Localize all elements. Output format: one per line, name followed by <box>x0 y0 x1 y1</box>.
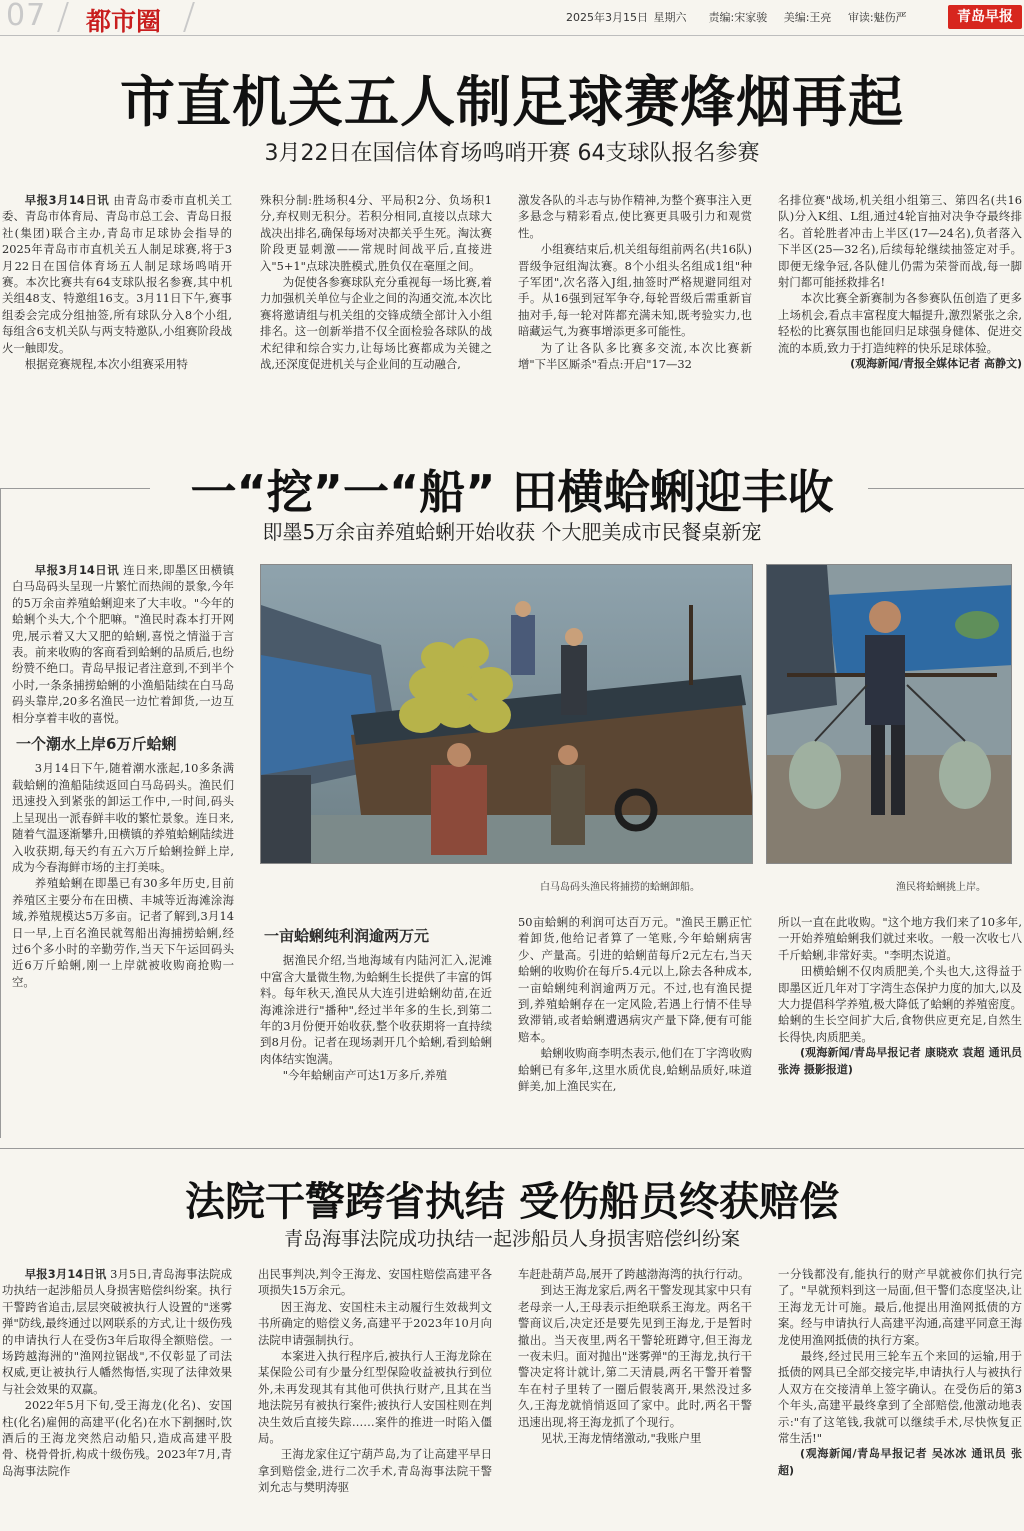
article1-column-4 <box>778 192 1022 424</box>
paragraph: 养殖蛤蜊在即墨已有30多年历史,目前养殖区主要分布在田横、丰城等近海滩涂海域,养殖规模达5万多亩。记者了解到,3月14日一早,上百名渔民就驾船出海捕捞蛤蜊,经过6个多小时的辛勤劳作,当天下午运回码头近6万斤蛤蜊,刚一上岸就被收购商抢购一空。 <box>12 876 234 989</box>
section-rule <box>0 1148 1024 1149</box>
dateline: 早报3月14日讯 <box>24 193 110 207</box>
header-divider <box>57 2 69 32</box>
paragraph: 田横蛤蜊不仅肉质肥美,个头也大,这得益于即墨区近几年对丁字湾生态保护力度的加大,以及大力提倡科学养殖,极大降低了蛤蜊的养殖密度。蛤蜊的生长空间扩大后,食物供应更充足,自然生长得快,肉质肥美。 <box>778 964 1022 1044</box>
page-number: 07 <box>6 0 47 33</box>
paragraph: 本次比赛全新赛制为各参赛队伍创造了更多上场机会,看点丰富程度大幅提升,激烈紧张之余,轻松的比赛氛围也能回归足球强身健体、促进交流的本质,致力于打造纯粹的快乐足球体验。 <box>778 291 1022 355</box>
byline: (观海新闻/青岛早报记者 吴冰冰 通讯员 张超) <box>778 1447 1022 1477</box>
article3-column-2 <box>258 1266 492 1528</box>
paragraph: 见状,王海龙情绪激动,"我账户里 <box>540 1431 702 1446</box>
paragraph: 王海龙家住辽宁葫芦岛,为了让高建平早日拿到赔偿金,进行二次手术,青岛海事法院干警刘允志与樊明涛驱 <box>258 1447 492 1495</box>
paragraph: 连日来,即墨区田横镇白马岛码头呈现一片繁忙而热闹的景象,今年的5万余亩养殖蛤蜊迎来了大丰收。"今年的蛤蜊个头大,个个肥嘛。"渔民时森本打开网兜,展示着又大又肥的蛤蜊,喜悦之情溢于言表。前来收购的客商看到蛤蜊的品质后,也纷纷赞不绝口。青岛早报记者注意到,不到半个小时,一条条捕捞蛤蜊的小渔船陆续在白马岛码头靠岸,20多名渔民一边忙着卸货,一边互相分享着丰收的喜悦。 <box>12 563 234 725</box>
dateline: 早报3月14日讯 <box>24 1267 107 1281</box>
section-rule <box>0 488 1 1138</box>
paragraph: 3月5日,青岛海事法院成功执结一起涉船员人身损害赔偿纠纷案。执行干警跨省追击,层层突破被执行人设置的"迷雾弹"防线,最终通过以网联系的方式,让十级伤残的申请执行人在受伤3年后取得全额赔偿。一场跨越海洲的"渔网拉锯战",不仅彰显了司法权威,更让被执行人幡然悔悟,实现了法律效果与社会效果的双赢。 <box>2 1267 232 1396</box>
photo1-caption: 白马岛码头渔民将捕捞的蛤蜊卸船。 <box>540 882 700 893</box>
paragraph: 为了让各队多比赛多交流,本次比赛新增"下半区厮杀"看点:开启"17—32 <box>518 340 752 372</box>
article1-column-2 <box>260 192 492 422</box>
article2-column-2 <box>260 914 492 1128</box>
paragraph: 2022年5月下旬,受王海龙(化名)、安国柱(化名)雇佣的高建平(化名)在水下割捆时,饮酒后的王海龙突然启动船只,造成高建平股骨、桡骨骨折,构成十级伤残。2023年7月,青岛海事法院作 <box>2 1398 232 1478</box>
paragraph: 名排位赛"战场,机关组小组第三、第四名(共16队)分入K组、L组,通过4轮盲抽对决争夺最终排名。首轮胜者冲击上半区(17—24名),负者落入下半区(25—32名),后续每轮继续抽签定对手。即便无缘争冠,各队健儿仍需为荣誉而战,每一脚射门都可能拯救排名! <box>778 193 1022 290</box>
paragraph: 因王海龙、安国柱未主动履行生效裁判文书所确定的赔偿义务,高建平于2023年10月向法院申请强制执行。 <box>258 1299 492 1347</box>
paragraph: 车赶赴葫芦岛,展开了跨越渤海湾的执行行动。 <box>518 1267 750 1281</box>
article2-headline: 一“挖”一“船” 田横蛤蜊迎丰收 <box>190 465 834 519</box>
byline: (观海新闻/青岛早报记者 康晓欢 袁超 通讯员 张涛 摄影报道) <box>778 1046 1022 1076</box>
section-name: 都市圈 <box>86 7 162 36</box>
page-header <box>0 0 1024 36</box>
section-subhead: 一个潮水上岸6万斤蛤蜊 <box>16 735 177 754</box>
article3-subheadline: 青岛海事法院成功执结一起涉船员人身损害赔偿纠纷案 <box>283 1228 740 1250</box>
photo-fishermen-unloading <box>260 564 753 864</box>
newspaper-logo: 青岛早报 <box>948 5 1022 29</box>
paragraph: 最终,经过民用三轮车五个来回的运输,用于抵债的网具已全部交接完毕,申请执行人与被执行人双方在交接清单上签字确认。在受伤后的第3个年头,高建平最终拿到了全部赔偿,他激动地表示:"有了这笔钱,我就可以继续手术,尽快恢复正常生活!" <box>778 1349 1022 1446</box>
paragraph: 为促使各参赛球队充分重视每一场比赛,着力加强机关单位与企业之间的沟通交流,本次比赛将邀请组与机关组的交锋成绩全部计入小组排名。这一创新举措不仅全面检验各球队的战术纪律和综合实力,让每场比赛都成为关键之战,还深度促进机关与企业间的互动融合, <box>260 275 492 372</box>
byline: (观海新闻/青报全媒体记者 高静文) <box>850 357 1022 371</box>
paragraph: 50亩蛤蜊的利润可达百万元。"渔民王鹏正忙着卸货,他给记者算了一笔账,今年蛤蜊病害少、产量高。引进的蛤蜊苗每斤2元左右,当天蛤蜊的收购价在每斤5.4元以上,除去各种成本,一亩蛤蜊纯利润逾两万元。不过,也有渔民提到,养殖蛤蜊存在一定风险,若遇上行情不佳导致滞销,或者蛤蜊遭遇病灾产量下降,便有可能赔本。 <box>518 915 752 1044</box>
section-subhead: 一亩蛤蜊纯利润逾两万元 <box>264 927 430 945</box>
paragraph: 所以一直在此收购。"这个地方我们来了10多年,一开始养殖蛤蜊我们就过来收。一般一次收七八千斤蛤蜊,非常好卖。"李明杰说道。 <box>778 915 1022 962</box>
header-meta <box>566 9 907 25</box>
article2-subheadline: 即墨5万余亩养殖蛤蜊开始收获 个大肥美成市民餐桌新宠 <box>262 520 762 544</box>
article3-column-4 <box>778 1266 1022 1528</box>
designer-credit: 美编:王亮 <box>783 11 832 24</box>
dateline: 早报3月14日讯 <box>34 563 120 577</box>
photo-fisherman-carrying <box>766 564 1012 864</box>
article2-column-3 <box>518 914 752 1128</box>
paragraph: 小组赛结束后,机关组每组前两名(共16队)晋级争冠组淘汰赛。8个小组头名组成1组"种子军团",次名落入J组,抽签时严格规避同组对手。从16强到冠军争夺,每轮晋级后需重新盲抽对手,每一轮对阵都充满未知,既考验实力,也暗藏运气,为赛事增添更多可能性。 <box>518 242 752 339</box>
article3-column-3 <box>518 1266 752 1528</box>
paragraph: 激发各队的斗志与协作精神,为整个赛事注入更多悬念与精彩看点,使比赛更具吸引力和观赏性。 <box>518 193 752 240</box>
issue-date: 2025年3月15日 星期六 <box>566 11 687 24</box>
paragraph: 出民事判决,判令王海龙、安国柱赔偿高建平各项损失15万余元。 <box>258 1267 492 1298</box>
paragraph: 本案进入执行程序后,被执行人王海龙除在某保险公司有少量分红型保险收益被执行到位外,未再发现其有其他可供执行财产,且其在当地法院另有被执行案件;被执行人安国柱则在判决生效后直接失踪……案件的推进一时陷入僵局。 <box>258 1349 492 1446</box>
article2-column-4 <box>778 914 1022 1128</box>
photo2-caption: 渔民将蛤蜊挑上岸。 <box>896 882 986 893</box>
paragraph: 由青岛市委市直机关工委、青岛市体育局、青岛市总工会、青岛日报社(集团)联合主办,青岛市足球协会指导的2025年青岛市市直机关五人制足球赛,将于3月22日在国信体育场五人制足球场鸣哨开赛。本次比赛共有64支球队报名参赛,其中机关组48支、特邀组16支。3月11日下午,赛事组委会完成分组抽签,所有球队分入8个小组,每组含6支机关队与两支特邀队,小组赛阶段战火一触即发。 <box>2 193 232 355</box>
article2-column-1 <box>12 562 234 1128</box>
paragraph: 蛤蜊收购商李明杰表示,他们在丁字湾收购蛤蜊已有多年,这里水质优良,蛤蜊品质好,味道鲜美,加上渔民实在, <box>518 1046 752 1094</box>
paragraph: 殊积分制:胜场积4分、平局积2分、负场积1分,弃权则无积分。若积分相同,直接以点球大战决出排名,确保每场对决都关乎生死。淘汰赛阶段更显刺激——常规时间战平后,直接进入"5+1"点球决胜模式,胜负仅在毫厘之间。 <box>260 193 492 273</box>
paragraph: 3月14日下午,随着潮水涨起,10多条满载蛤蜊的渔船陆续返回白马岛码头。渔民们迅速投入到紧张的卸运工作中,一时间,码头上呈现出一派春鲜丰收的繁忙景象。连日来,随着气温逐渐攀升,田横镇的养殖蛤蜊陆续进入收获期,每天约有五六万斤蛤蜊捡鲜上岸,成为今春海鲜市场的主打美味。 <box>12 761 234 874</box>
article1-headline: 市直机关五人制足球赛烽烟再起 <box>119 70 904 134</box>
article1-column-3 <box>518 192 752 422</box>
article1-subheadline: 3月22日在国信体育场鸣哨开赛 64支球队报名参赛 <box>264 141 760 166</box>
paragraph: 据渔民介绍,当地海域有内陆河汇入,泥滩中富含大量微生物,为蛤蜊生长提供了丰富的饵料。每年秋天,渔民从大连引进蛤蜊幼苗,在近海滩涂进行"播种",经过半年多的生长,到第二年的3月份便开始收获,整个收获期将一直持续到8月份。记者在现场剥开几个蛤蜊,看到蛤蜊肉体结实饱满。 <box>260 953 492 1066</box>
article1-column-1 <box>2 192 232 422</box>
editor-credit: 责编:宋家骏 <box>708 11 768 24</box>
article3-headline: 法院干警跨省执结 受伤船员终获赔偿 <box>185 1179 839 1225</box>
paragraph: 一分钱都没有,能执行的财产早就被你们执行完了。"早就预料到这一局面,但干警们态度坚决,让王海龙无计可施。最后,他提出用渔网抵债的方案。经与申请执行人高建平沟通,高建平同意王海龙使用渔网抵债的执行方案。 <box>778 1267 1022 1347</box>
article3-column-1 <box>2 1266 232 1528</box>
paragraph: 根据竞赛规程,本次小组赛采用特 <box>24 357 188 372</box>
paragraph: "今年蛤蜊亩产可达1万多斤,养殖 <box>282 1068 447 1083</box>
paragraph: 到达王海龙家后,两名干警发现其家中只有老母亲一人,王母表示拒绝联系王海龙。两名干警商议后,决定还是要先见到王海龙,于是暂时撤出。当天夜里,两名干警轮班蹲守,但王海龙一夜未归。面对抛出"迷雾弹"的王海龙,执行干警决定将计就计,第二天清晨,两名干警开着警车在村子里转了一圈后假装离开,果然没过多久,王海龙就悄悄返回了家中。此时,两名干警迅速出现,将王海龙抓了个现行。 <box>518 1283 752 1429</box>
proofreader-credit: 审读:魅伤严 <box>847 11 907 24</box>
header-divider <box>183 2 195 32</box>
